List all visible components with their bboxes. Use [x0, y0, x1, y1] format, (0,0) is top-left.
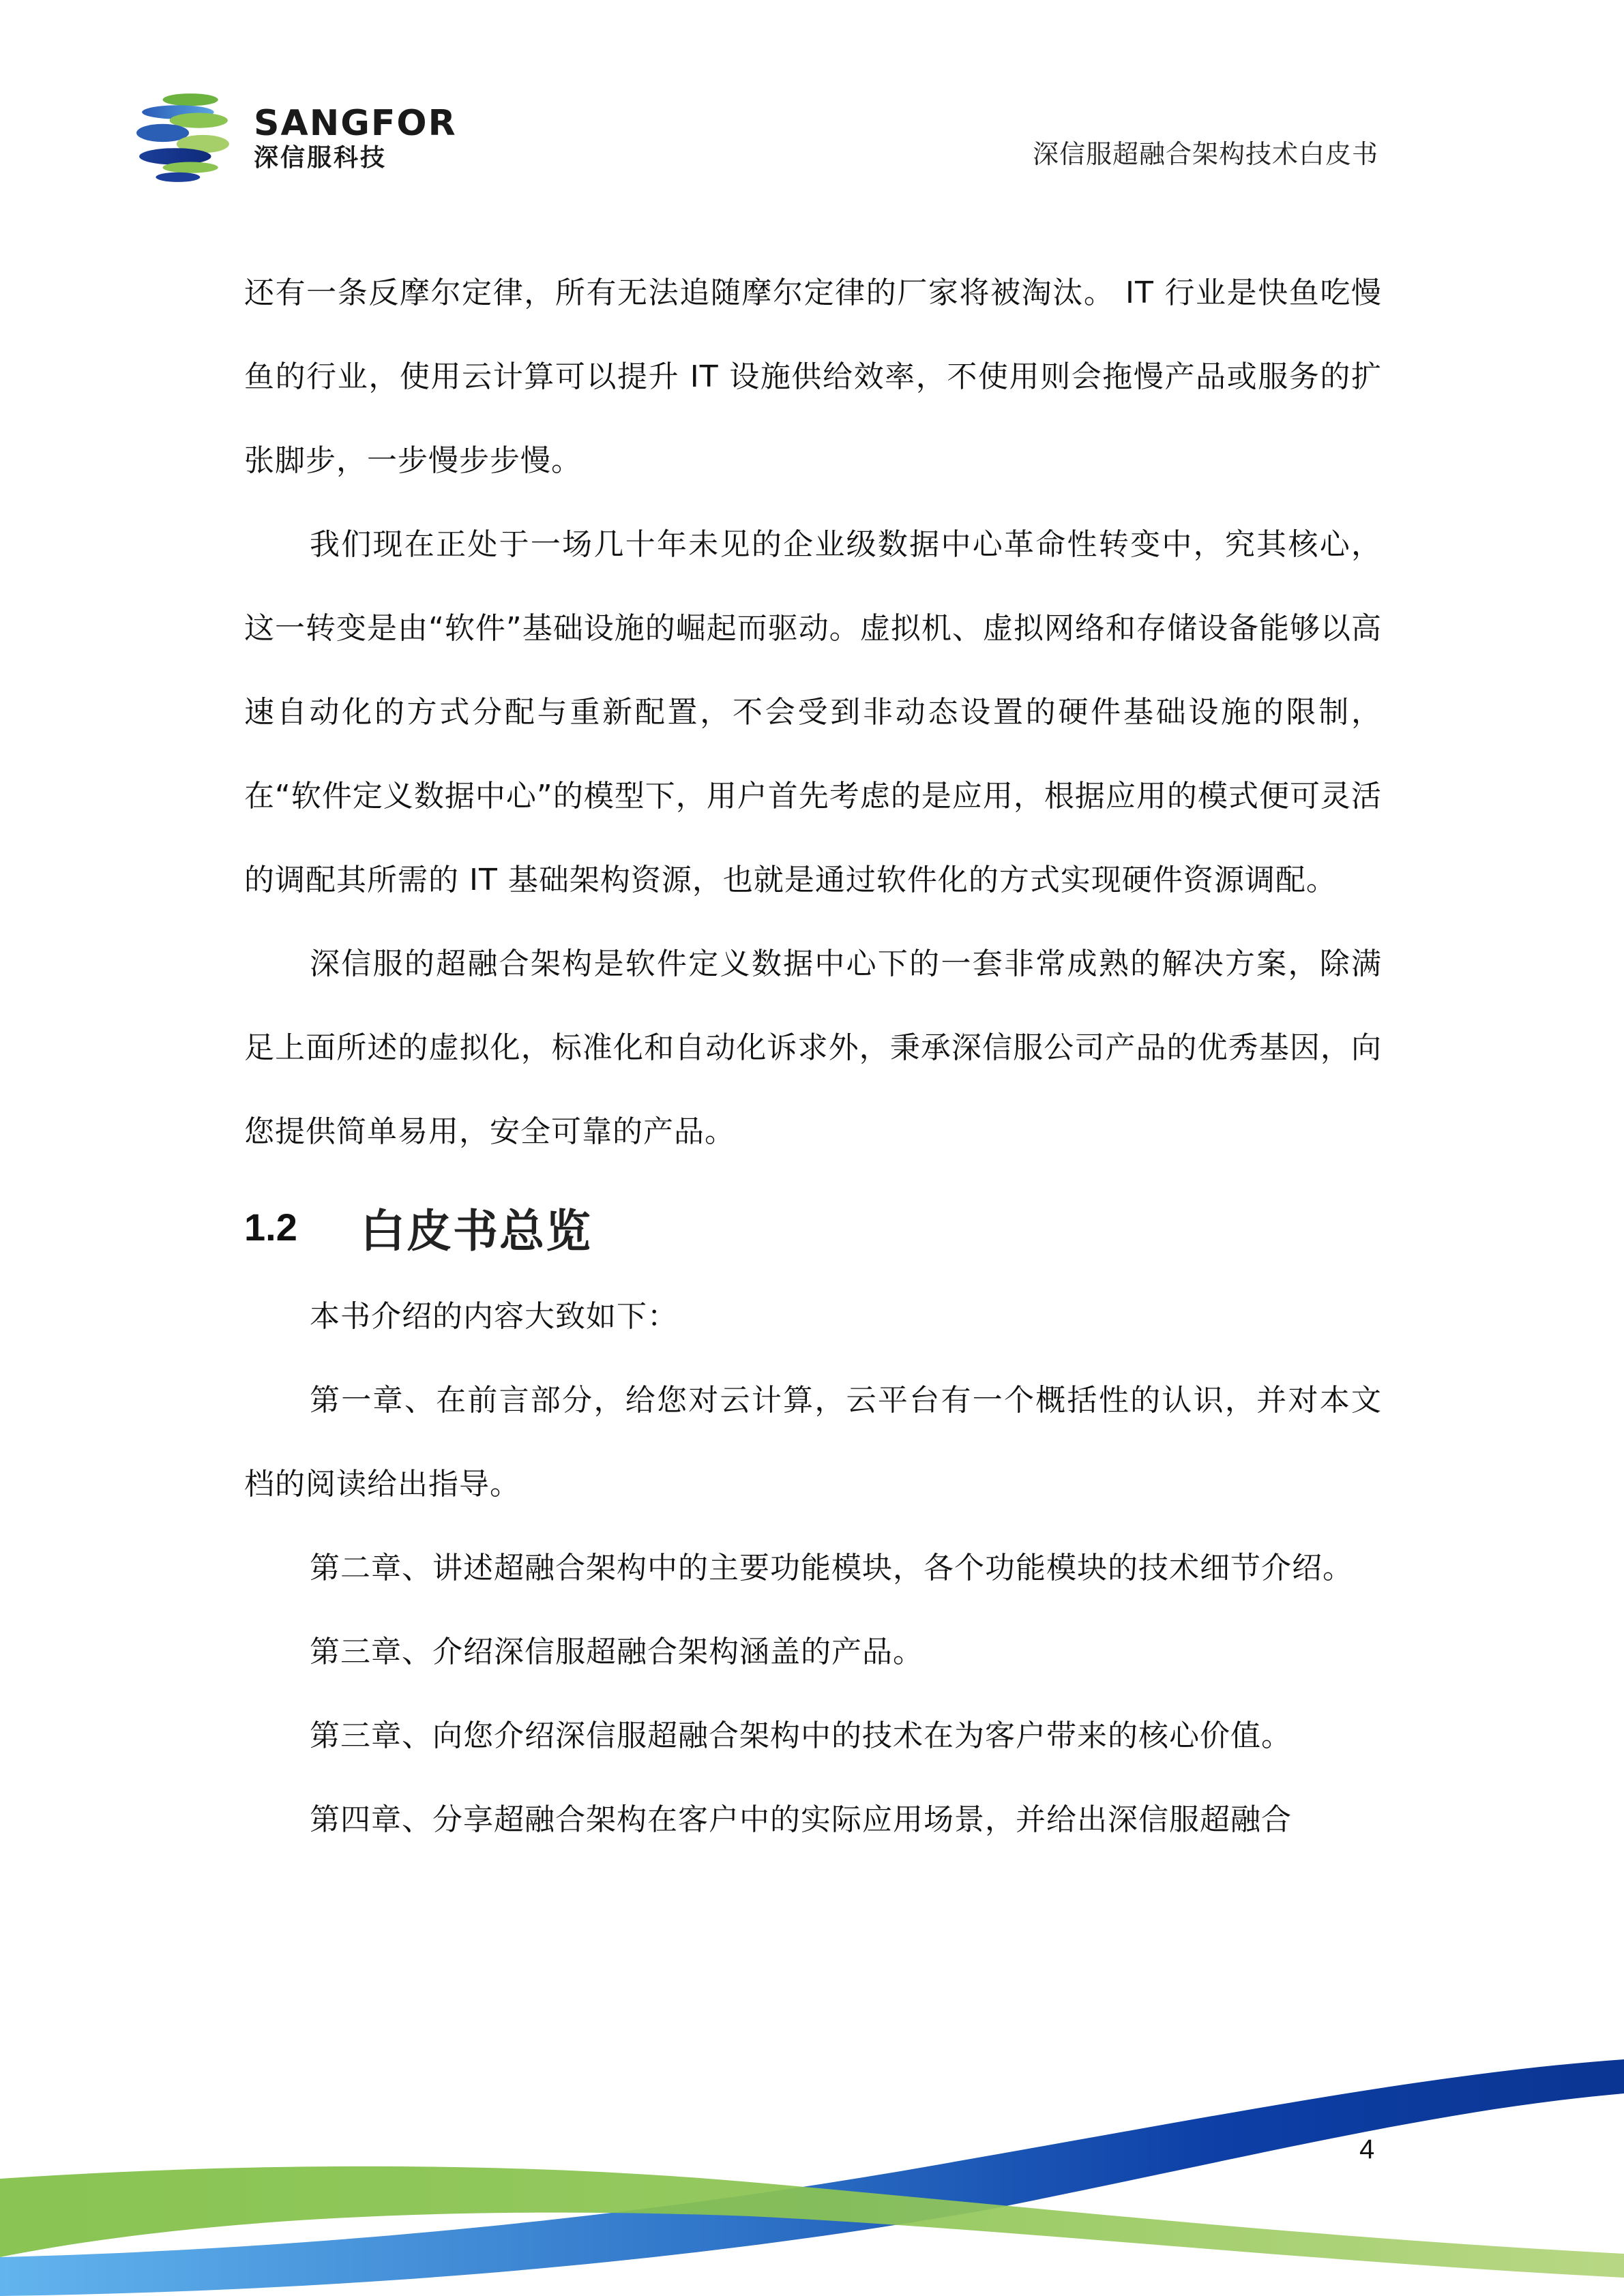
- page-header: [0, 0, 1624, 198]
- paragraph: 第四章、分享超融合架构在客户中的实际应用场景，并给出深信服超融合: [310, 1802, 1292, 1837]
- page-number: 4: [1359, 2134, 1375, 2164]
- logo-chinese-text: 深信服科技: [254, 144, 387, 172]
- page-content: [244, 251, 1382, 1862]
- section-title: 白皮书总览: [360, 1204, 592, 1257]
- paragraph: 深信服的超融合架构是软件定义数据中心下的一套非常成熟的解决方案，除满足上面所述的虚拟化，标准化和自动化诉求外，秉承深信服公司产品的优秀基因，向您提供简单易用，安全可靠的产品。: [244, 946, 1382, 1149]
- paragraph: 我们现在正处于一场几十年未见的企业级数据中心革命性转变中，究其核心，这一转变是由“软件”基础设施的崛起而驱动。虚拟机、虚拟网络和存储设备能够以高速自动化的方式分配与重新配置，不会受到非动态设置的硬件基础设施的限制，在“软件定义数据中心”的模型下，用户首先考虑的是应用，根据应用的模式便可灵活的调配其所需的 IT 基础架构资源，也就是通过软件化的方式实现硬件资源调配。: [244, 527, 1382, 897]
- paragraph: 第三章、向您介绍深信服超融合架构中的技术在为客户带来的核心价值。: [310, 1718, 1292, 1753]
- sangfor-logo: [135, 87, 457, 190]
- footer-swoosh-decoration: [0, 2046, 1624, 2296]
- globe-logo-icon: [135, 90, 232, 187]
- paragraph: 本书介绍的内容大致如下：: [310, 1299, 678, 1334]
- document-title: 深信服超融合架构技术白皮书: [1032, 139, 1378, 169]
- paragraph: 还有一条反摩尔定律，所有无法追随摩尔定律的厂家将被淘汰。 IT 行业是快鱼吃慢鱼的行业，使用云计算可以提升 IT 设施供给效率，不使用则会拖慢产品或服务的扩张脚步，一步慢步步慢。: [244, 275, 1382, 478]
- paragraph: 第三章、介绍深信服超融合架构涵盖的产品。: [310, 1635, 924, 1669]
- paragraph: 第一章、在前言部分，给您对云计算，云平台有一个概括性的认识，并对本文档的阅读给出指导。: [244, 1383, 1382, 1502]
- logo-brand-text: SANGFOR: [254, 103, 457, 144]
- section-number: 1.2: [244, 1205, 297, 1249]
- paragraph: 第二章、讲述超融合架构中的主要功能模块，各个功能模块的技术细节介绍。: [310, 1551, 1353, 1585]
- section-heading: [244, 1179, 1382, 1274]
